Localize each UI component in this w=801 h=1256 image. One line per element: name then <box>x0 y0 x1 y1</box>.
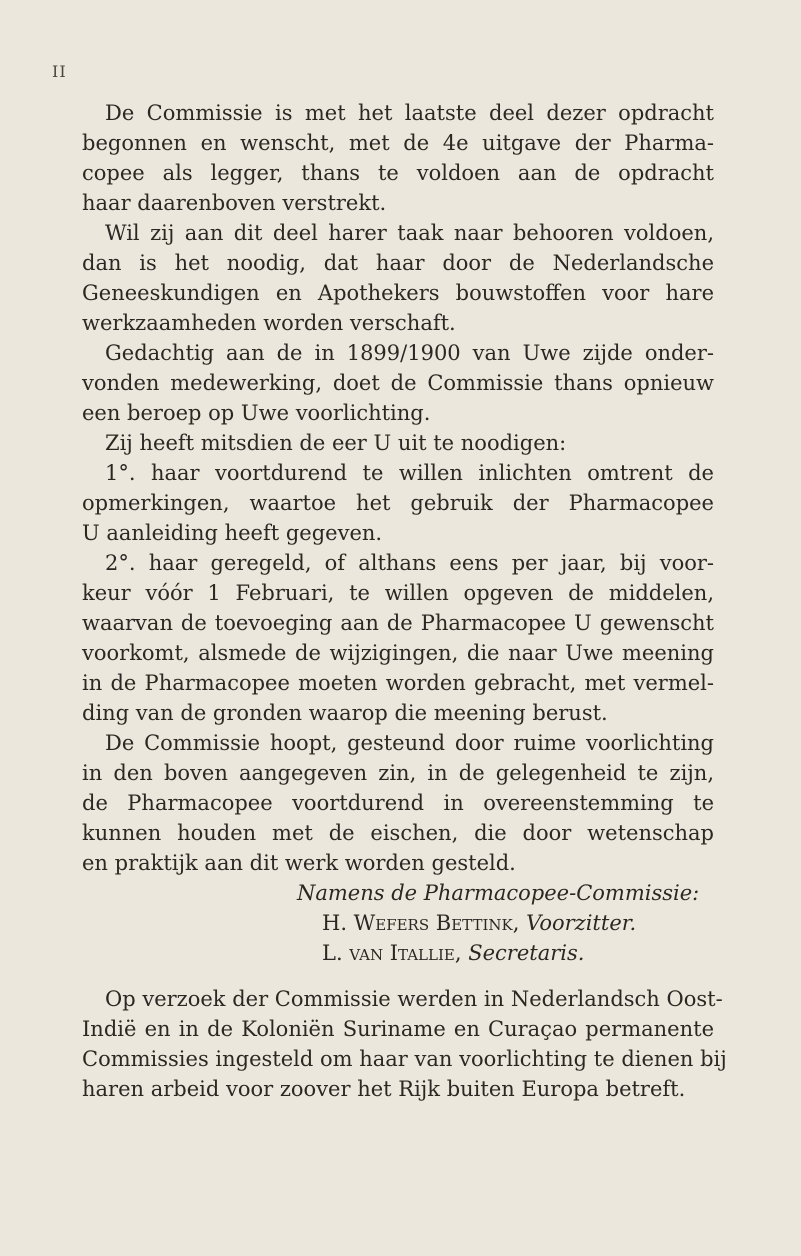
page-number: II <box>52 62 67 81</box>
paragraph-2-line-1: Wil zij aan dit deel harer taak naar behooren voldoen, <box>105 221 714 245</box>
chair-name: H. Wefers Bettink, <box>322 911 520 935</box>
secretary-name: L. van Itallie, <box>322 941 462 965</box>
paragraph-7-line-5: en praktijk aan dit werk worden gesteld. <box>82 851 516 875</box>
paragraph-2-line-2: dan is het noodig, dat haar door de Nederlandsche <box>82 251 714 275</box>
closing-line-3: Commissies ingesteld om haar van voorlichting te dienen bij <box>82 1047 727 1071</box>
paragraph-6-line-3: waarvan de toevoeging aan de Pharmacopee U gewenscht <box>82 611 714 635</box>
paragraph-2-line-3: Geneeskundigen en Apothekers bouwstoffen voor hare <box>82 281 714 305</box>
paragraph-3-line-2: vonden medewerking, doet de Commissie thans opnieuw <box>82 371 714 395</box>
paragraph-5-line-3: U aanleiding heeft gegeven. <box>82 521 383 545</box>
letter-body <box>82 98 727 1104</box>
signature-chair <box>82 908 714 938</box>
paragraph-7-line-3: de Pharmacopee voortdurend in overeenstemming te <box>82 791 714 815</box>
paragraph-7-line-4: kunnen houden met de eischen, die door wetenschap <box>82 821 714 845</box>
paragraph-2-line-4: werkzaamheden worden verschaft. <box>82 311 456 335</box>
paragraph-6-line-2: keur vóór 1 Februari, te willen opgeven de middelen, <box>82 581 714 605</box>
secretary-role: Secretaris. <box>468 941 585 965</box>
paragraph-7-line-1: De Commissie hoopt, gesteund door ruime voorlichting <box>105 731 714 755</box>
chair-role: Voorzitter. <box>526 911 637 935</box>
signature-secretary <box>82 938 714 968</box>
paragraph-1-line-1: De Commissie is met het laatste deel dezer opdracht <box>105 101 714 125</box>
signature-on-behalf: Namens de Pharmacopee-Commissie: <box>297 881 700 905</box>
paragraph-4-line-1: Zij heeft mitsdien de eer U uit te noodigen: <box>105 431 567 455</box>
paragraph-5-line-1: 1°. haar voortdurend te willen inlichten omtrent de <box>105 461 714 485</box>
paragraph-5-line-2: opmerkingen, waartoe het gebruik der Pharmacopee <box>82 491 714 515</box>
paragraph-1-line-2: begonnen en wenscht, met de 4e uitgave der Pharma- <box>82 131 714 155</box>
paragraph-7-line-2: in den boven aangegeven zin, in de gelegenheid te zijn, <box>82 761 714 785</box>
paragraph-3-line-1: Gedachtig aan de in 1899/1900 van Uwe zijde onder- <box>105 341 714 365</box>
paragraph-6-line-5: in de Pharmacopee moeten worden gebracht, met vermel- <box>82 671 714 695</box>
closing-line-2: Indië en in de Koloniën Suriname en Curaçao permanente <box>82 1017 714 1041</box>
paragraph-1-line-3: copee als legger, thans te voldoen aan de opdracht <box>82 161 714 185</box>
paragraph-1-line-4: haar daarenboven verstrekt. <box>82 191 387 215</box>
closing-line-1: Op verzoek der Commissie werden in Nederlandsch Oost- <box>105 987 723 1011</box>
paragraph-6-line-1: 2°. haar geregeld, of althans eens per jaar, bij voor- <box>105 551 714 575</box>
section-gap <box>82 968 714 984</box>
paragraph-6-line-6: ding van de gronden waarop die meening berust. <box>82 701 608 725</box>
paragraph-6-line-4: voorkomt, alsmede de wijzigingen, die naar Uwe meening <box>82 641 714 665</box>
closing-line-4: haren arbeid voor zoover het Rijk buiten Europa betreft. <box>82 1077 686 1101</box>
paragraph-3-line-3: een beroep op Uwe voorlichting. <box>82 401 431 425</box>
